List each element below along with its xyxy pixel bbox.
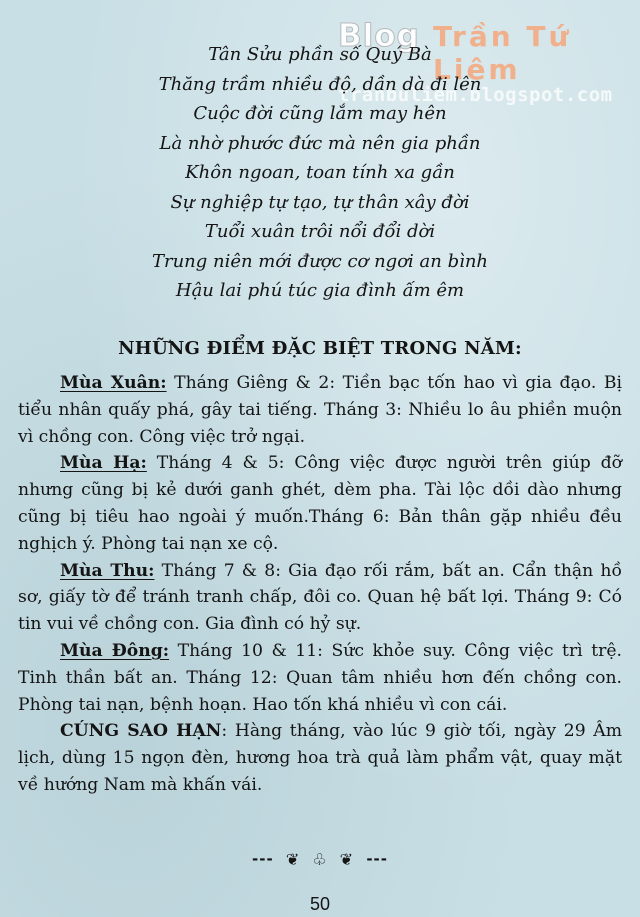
body-text xyxy=(18,370,622,799)
spring-paragraph xyxy=(18,370,622,450)
autumn-label: Mùa Thu: xyxy=(60,560,155,581)
divider-dashes-left: --- xyxy=(252,850,274,868)
lamp-ornament-icon: ♧ xyxy=(312,850,328,869)
autumn-paragraph xyxy=(18,558,622,638)
summer-text: Tháng 4 & 5: Công việc được người trên giúp đỡ nhưng cũng bị kẻ dưới ganh ghét, dèm pha. Tài lộc dồi dào nhưng cũng bị tiêu hao ngoài ý muốn.Tháng 6: Bản thân gặp nhiều đều nghịch ý. Phòng tai nạn xe cộ. xyxy=(18,453,622,554)
poem-line: Là nhờ phước đức mà nên gia phần xyxy=(159,132,481,154)
spring-label: Mùa Xuân: xyxy=(60,373,167,393)
cung-sao-label: CÚNG SAO HẠN xyxy=(60,721,222,742)
summer-paragraph xyxy=(18,450,622,557)
page-number: 50 xyxy=(309,894,331,914)
poem-block xyxy=(0,40,640,306)
leaf-ornament-icon: ❦ xyxy=(285,850,301,869)
poem-line: Thăng trầm nhiều độ, dần dà đi lên xyxy=(158,73,482,95)
poem-line: Sự nghiệp tự tạo, tự thân xây đời xyxy=(170,191,470,213)
poem-line: Hậu lai phú túc gia đình ấm êm xyxy=(175,280,465,301)
divider-dashes-right: --- xyxy=(366,850,388,868)
summer-label: Mùa Hạ: xyxy=(60,453,147,474)
winter-paragraph xyxy=(18,638,622,718)
poem-line: Trung niên mới được cơ ngơi an bình xyxy=(151,250,489,272)
watermark-author-name: Trần Tứ Liêm xyxy=(433,20,572,86)
poem-line: Khôn ngoan, toan tính xa gần xyxy=(185,162,455,183)
watermark-url: tranbuliem.blogspot.com xyxy=(338,84,613,106)
leaf-ornament-icon: ❦ xyxy=(339,850,355,869)
poem-line: Tuổi xuân trôi nổi đổi dời xyxy=(204,221,436,242)
spring-text: Tháng Giêng & 2: Tiền bạc tốn hao vì gia đạo. Bị tiểu nhân quấy phá, gây tai tiếng. Tháng 3: Nhiều lo âu phiền muộn vì chồng con. Công việc trở ngại. xyxy=(18,373,622,447)
poem-line: Tân Sửu phần số Quý Bà xyxy=(208,44,432,65)
winter-label: Mùa Đông: xyxy=(60,640,170,661)
section-divider xyxy=(0,850,640,869)
poem-line: Cuộc đời cũng lắm may hên xyxy=(193,103,447,124)
autumn-text: Tháng 7 & 8: Gia đạo rối rắm, bất an. Cẩn thận hồ sơ, giấy tờ để tránh tranh chấp, đôi co. Quan hệ bất lợi. Tháng 9: Có tin vui về chồng con. Gia đình có hỷ sự. xyxy=(18,560,622,635)
section-heading: NHỮNG ĐIỂM ĐẶC BIỆT TRONG NĂM: xyxy=(118,338,522,359)
cung-sao-paragraph xyxy=(18,718,622,798)
watermark-blog-text: Blog xyxy=(338,18,420,54)
cung-sao-text: : Hàng tháng, vào lúc 9 giờ tối, ngày 29 Âm lịch, dùng 15 ngọn đèn, hương hoa trà quả làm phẩm vật, quay mặt về hướng Nam mà khấn vái. xyxy=(18,721,623,795)
winter-text: Tháng 10 & 11: Sức khỏe suy. Công việc trì trệ. Tinh thần bất an. Tháng 12: Quan tâm nhiều hơn đến chồng con. Phòng tai nạn, bệnh hoạn. Hao tốn khá nhiều vì con cái. xyxy=(18,640,622,715)
